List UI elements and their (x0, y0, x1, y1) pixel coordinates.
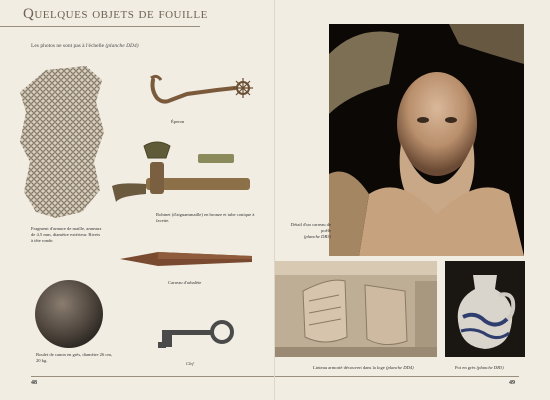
bottom-rule-right (275, 376, 519, 377)
right-page (275, 0, 550, 400)
page-number-left: 48 (31, 380, 37, 386)
tap-image (106, 140, 256, 210)
page-title: Quelques objets de fouille (23, 6, 208, 22)
lintel-photo (275, 261, 437, 357)
sculpture-photo (329, 24, 524, 256)
spur-image (147, 70, 255, 112)
jug-note: (planche DB3) (476, 365, 504, 370)
bottom-rule-left (31, 376, 275, 377)
lintel-note: (planche DD4) (385, 365, 414, 370)
subtitle-note: (planche DD4) (105, 43, 139, 49)
sculpture-image (329, 24, 524, 256)
subtitle-text: Les photos ne sont pas à l'échelle (31, 43, 105, 49)
spur-caption: Éperon (171, 119, 185, 124)
lintel-caption-text: Linteau armorié découvert dans la loge (313, 365, 385, 370)
lintel-image (275, 261, 437, 357)
jug-caption (455, 365, 504, 371)
sculpture-label: Détail d'un carreau de poêle (290, 222, 331, 233)
bolt-image (118, 244, 258, 274)
jug-caption-text: Pot en grès (455, 365, 476, 370)
tap-caption: Robinet (d'aiguammaille) en bronze et tube conique à facette. (156, 212, 255, 223)
key-caption: Clef (186, 361, 194, 366)
chainmail-image (16, 62, 106, 222)
sculpture-caption (283, 222, 331, 240)
chainmail-caption: Fragment d'armure de maille, anneaux de 4,5 mm, diamètre extérieur. Rivets à tête ronde. (31, 226, 102, 243)
bolt-caption: Carreau d'arbalète (168, 280, 202, 285)
cannonball-image (33, 278, 105, 350)
key-image (150, 316, 236, 356)
subtitle (31, 43, 139, 49)
cannonball-caption: Boulet de canon en grès, diamètre 26 cm, 20 kg. (36, 352, 113, 363)
sculpture-note: (planche DB3) (303, 234, 331, 239)
jug-photo (445, 261, 525, 357)
title-rule (0, 26, 200, 27)
lintel-caption (313, 365, 414, 371)
page-number-right: 49 (509, 380, 515, 386)
jug-image (445, 261, 525, 357)
